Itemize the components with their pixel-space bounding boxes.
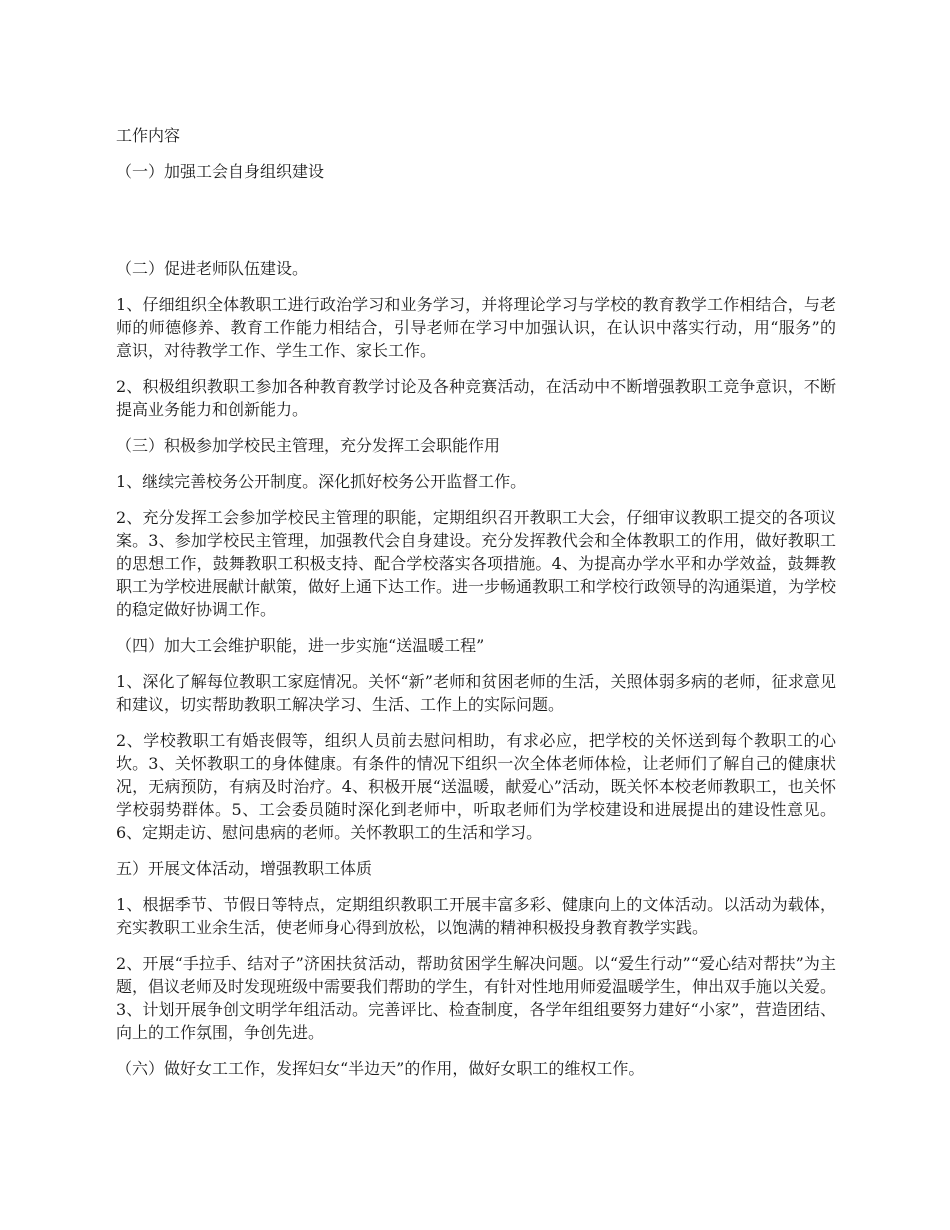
document-body	[116, 124, 836, 1080]
document-title: 工作内容	[116, 126, 181, 145]
section-heading-2: （二）促进老师队伍建设。	[116, 259, 309, 278]
paragraph: 2、开展“手拉手、结对子”济困扶贫活动，帮助贫困学生解决问题。以“爱生行动”“爱心结对帮扶”为主题，倡议老师及时发现班级中需要我们帮助的学生，有针对性地用师爱温暖学生，伸出双手施以关爱。3、计划开展争创文明学年组活动。完善评比、检查制度，各学年组组要努力建好“小家”，营造团结、向上的工作氛围，争创先进。	[116, 954, 837, 1042]
paragraph: 1、深化了解每位教职工家庭情况。关怀“新”老师和贫困老师的生活，关照体弱多病的老师，征求意见和建议，切实帮助教职工解决学习、生活、工作上的实际问题。	[116, 672, 836, 714]
paragraph: 2、充分发挥工会参加学校民主管理的职能，定期组织召开教职工大会，仔细审议教职工提交的各项议案。3、参加学校民主管理，加强教代会自身建设。充分发挥教代会和全体教职工的作用，做好教职工的思想工作，鼓舞教职工积极支持、配合学校落实各项措施。4、为提高办学水平和办学效益，鼓舞教职工为学校进展献计献策，做好上通下达工作。进一步畅通教职工和学校行政领导的沟通渠道，为学校的稳定做好协调工作。	[116, 508, 837, 619]
paragraph: 1、根据季节、节假日等特点，定期组织教职工开展丰富多彩、健康向上的文体活动。以活动为载体，充实教职工业余生活，使老师身心得到放松，以饱满的精神积极投身教育教学实践。	[116, 895, 836, 937]
section-heading-3: （三）积极参加学校民主管理，充分发挥工会职能作用	[116, 436, 501, 455]
section-heading-1: （一）加强工会自身组织建设	[116, 162, 325, 181]
paragraph: 1、仔细组织全体教职工进行政治学习和业务学习，并将理论学习与学校的教育教学工作相结合，与老师的师德修养、教育工作能力相结合，引导老师在学习中加强认识，在认识中落实行动，用“服务”的意识，对待教学工作、学生工作、家长工作。	[116, 295, 836, 360]
paragraph: 1、继续完善校务公开制度。深化抓好校务公开监督工作。	[116, 472, 527, 491]
section-heading-6: （六）做好女工工作，发挥妇女“半边天”的作用，做好女职工的维权工作。	[116, 1059, 645, 1078]
paragraph: 2、积极组织教职工参加各种教育教学讨论及各种竞赛活动，在活动中不断增强教职工竞争意识，不断提高业务能力和创新能力。	[116, 377, 836, 419]
section-heading-5: 五）开展文体活动，增强教职工体质	[116, 859, 373, 878]
paragraph: 2、学校教职工有婚丧假等，组织人员前去慰问相助，有求必应，把学校的关怀送到每个教职工的心坎。3、关怀教职工的身体健康。有条件的情况下组织一次全体老师体检，让老师们了解自己的健康状况，无病预防，有病及时治疗。4、积极开展“送温暖，献爱心”活动，既关怀本校老师教职工，也关怀学校弱势群体。5、工会委员随时深化到老师中，听取老师们为学校建设和进展提出的建设性意见。6、定期走访、慰问患病的老师。关怀教职工的生活和学习。	[116, 731, 836, 842]
section-heading-4: （四）加大工会维护职能，进一步实施“送温暖工程”	[116, 636, 485, 655]
